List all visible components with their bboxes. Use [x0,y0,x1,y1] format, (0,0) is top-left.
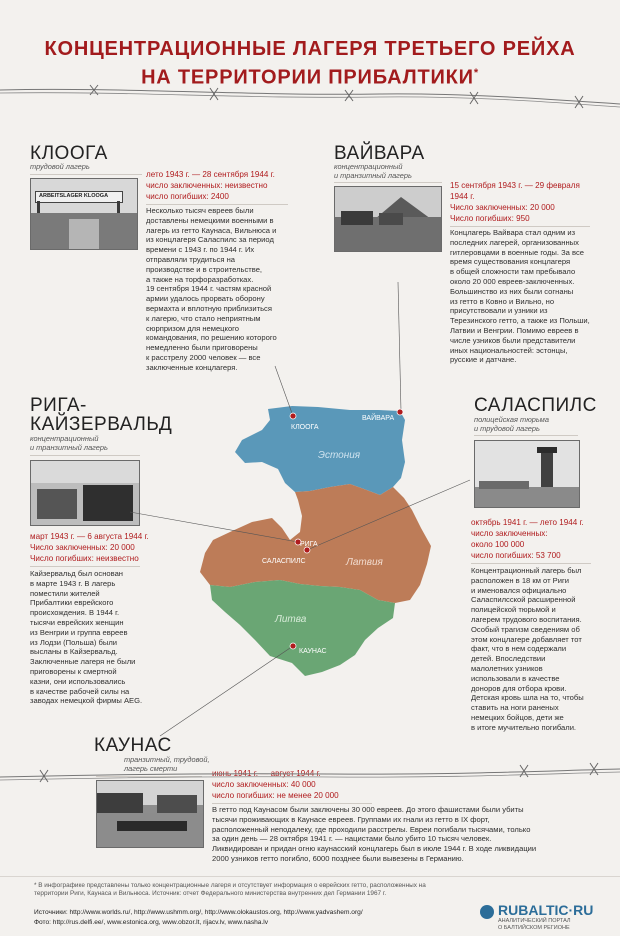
klooga-marker [290,413,296,419]
map-label-riga: РИГА [300,541,318,548]
klooga-photo-sign: ARBEITSLAGER KLOOGA [39,193,109,199]
riga-prisoners: Число заключенных: 20 000 [30,543,135,552]
kaunas-text: В гетто под Каунасом были заключены 30 000 евреев. До этого фашистами были убиты тысячи проживающих в Каунасе евреев. Группами их гнали из гетто в IX форт, расположенный неподалеку, где проходили расстрелы. Евреи погибали тысячами, только за один день — 28 октября 1941 г. — нацистами было убито 10 тысяч человек. Ликвидирован и придан огню каунасский концлагерь был в июле 1944 г. В ходе ликвидации 2000 узников гетто погибло, 6000 позднее были вывезены в Германию. [212,805,537,863]
brand-tagline-1: АНАЛИТИЧЕСКИЙ ПОРТАЛ [498,918,571,924]
riga-title-1: РИГА- [30,395,87,416]
riga-title-2: КАЙЗЕРВАЛЬД [30,414,173,435]
riga-dates: март 1943 г. — 6 августа 1944 г. [30,532,149,541]
brand-name: RUBALTIC·RU [498,902,594,918]
kaunas-prisoners: число заключенных: 40 000 [212,780,316,789]
riga-type-1: концентрационный [30,434,99,443]
riga-dead: Число погибших: неизвестно [30,554,139,563]
kaunas-title: КАУНАС [94,735,172,756]
barbed-wire-bottom [0,755,620,795]
title-asterisk: * [473,67,479,79]
vaivara-dates-2: 1944 г. [450,192,475,201]
footer-note-1: * В инфографике представлены только концентрационные лагеря и отсутствует информация о еврейских гетто, расположенных на [34,882,426,889]
footer-photos: Фото: http://rus.delfi.ee/, www.estonica.org, www.obzor.lt, rijacv.lv, www.nasha.lv [34,919,269,926]
vaivara-dates-1: 15 сентября 1943 г. — 29 февраля [450,181,580,190]
kaunas-marker [290,643,296,649]
klooga-dates: лето 1943 г. — 28 сентября 1944 г. [146,170,275,179]
lithuania-region [210,580,395,676]
salaspils-dead: число погибших: 53 700 [471,551,561,560]
map-label-latvia: Латвия [346,557,383,568]
vaivara-type-2: и транзитный лагерь [334,171,412,180]
map-label-klooga: КЛООГА [291,424,319,431]
salaspils-text: Концентрационный лагерь был расположен в 18 км от Риги и именовался официально Саласпилсской расширенной полицейской тюрьмой и лагерем трудового воспитания. Особый трагизм сведениям об этом концлагере добавляет тот факт, что в нем содержали детей. Впоследствии малолетних узников использовали в качестве доноров для отбора крови. Детская кровь шла на то, чтобы ставить на ноги раненых немецких бойцов, дети же в итоге мучительно погибали. [471,566,584,732]
map-label-kaunas: КАУНАС [299,648,327,655]
klooga-title: КЛООГА [30,143,108,164]
footer-sources: Источники: http://www.worlds.ru/, http://www.ushmm.org/, http://www.olokaustos.org, http://www.yadvashem.org/ [34,909,363,916]
klooga-type: трудовой лагерь [30,162,90,171]
vaivara-dead: Число погибших: 950 [450,214,530,223]
riga-text: Кайзервальд был основан в марте 1943 г. В лагерь поместили жителей Прибалтики еврейского происхождения. В 1944 г. тысячи еврейских женщин из Венгрии и группа евреев из Лодзи (Польша) были высланы в Кайзервальд. Заключенные лагеря не были приговорены к смертной казни, они использовались в качестве рабочей силы на заводах немецкой фирмы AEG. [30,569,143,706]
kaunas-dates: июнь 1941 г. — август 1944 г. [212,769,321,778]
vaivara-text: Концлагерь Вайвара стал одним из последних лагерей, организованных гитлеровцами в военные годы. За все время существования концлагеря в общей сложности там пребывало около 20 000 евреев-заключенных. Большинство из них были согнаны из гетто в Ковно и Вильно, но присутствовали и узники из Терезинского гетто, а также из Польши, Латвии и Венгрии. Помимо евреев в числе узников были представители иных национальностей: эстонцы, русские и датчане. [450,228,590,365]
salaspils-prisoners-2: около 100 000 [471,540,525,549]
klooga-prisoners: число заключенных: неизвестно [146,181,268,190]
salaspils-type-1: полицейская тюрьма [474,415,549,424]
title-line-1: КОНЦЕНТРАЦИОННЫЕ ЛАГЕРЯ ТРЕТЬЕГО РЕЙХА [44,38,576,60]
kaunas-type-2: лагерь смерти [124,764,178,773]
kaunas-divider-2 [212,803,372,804]
klooga-text: Несколько тысяч евреев были доставлены немецкими военными в лагерь из гетто Каунаса, Вильнюса и из концлагеря Саласпилс за период времени с 1943 г. по 1944 г. Их отправляли трудиться на производстве и в строительстве, а также на торфоразработках. 19 сентября 1944 г. частям красной армии удалось прорвать оборону вермахта и вплотную приблизиться к лагерю, что стало неприятным сюрпризом для немецкого командования, по решению которого немедленно были приговорены к расстрелу 2000 человек — все заключенные концлагеря. [146,206,277,372]
kaunas-type-1: транзитный, трудовой, [124,755,210,764]
map-label-vaivara: ВАЙВАРА [362,415,395,422]
map-label-lithuania: Литва [275,614,307,625]
vaivara-marker [397,409,403,415]
vaivara-title: ВАЙВАРА [334,143,425,164]
klooga-dead: число погибших: 2400 [146,192,229,201]
vaivara-type-1: концентрационный [334,162,403,171]
footer-divider [0,876,620,877]
vaivara-prisoners: Число заключенных: 20 000 [450,203,555,212]
riga-type-2: и транзитный лагерь [30,443,108,452]
brand-logo-icon [480,905,494,919]
salaspils-title: САЛАСПИЛС [474,395,597,416]
footer-note-2: территории Риги, Каунаса и Вильнюса. Источник: отчет Федерального министерства внутренних дел Германии 1967 г. [34,890,387,897]
title-line-2: НА ТЕРРИТОРИИ ПРИБАЛТИКИ [141,66,474,89]
salaspils-prisoners-1: число заключенных: [471,529,548,538]
salaspils-type-2: и трудовой лагерь [474,424,540,433]
kaunas-dead: число погибших: не менее 20 000 [212,791,339,800]
brand-tagline-2: О БАЛТИЙСКОМ РЕГИОНЕ [498,925,570,931]
map-label-estonia: Эстония [318,450,361,461]
map-label-salaspils: САЛАСПИЛС [262,558,306,565]
salaspils-dates: октябрь 1941 г. — лето 1944 г. [471,518,584,527]
